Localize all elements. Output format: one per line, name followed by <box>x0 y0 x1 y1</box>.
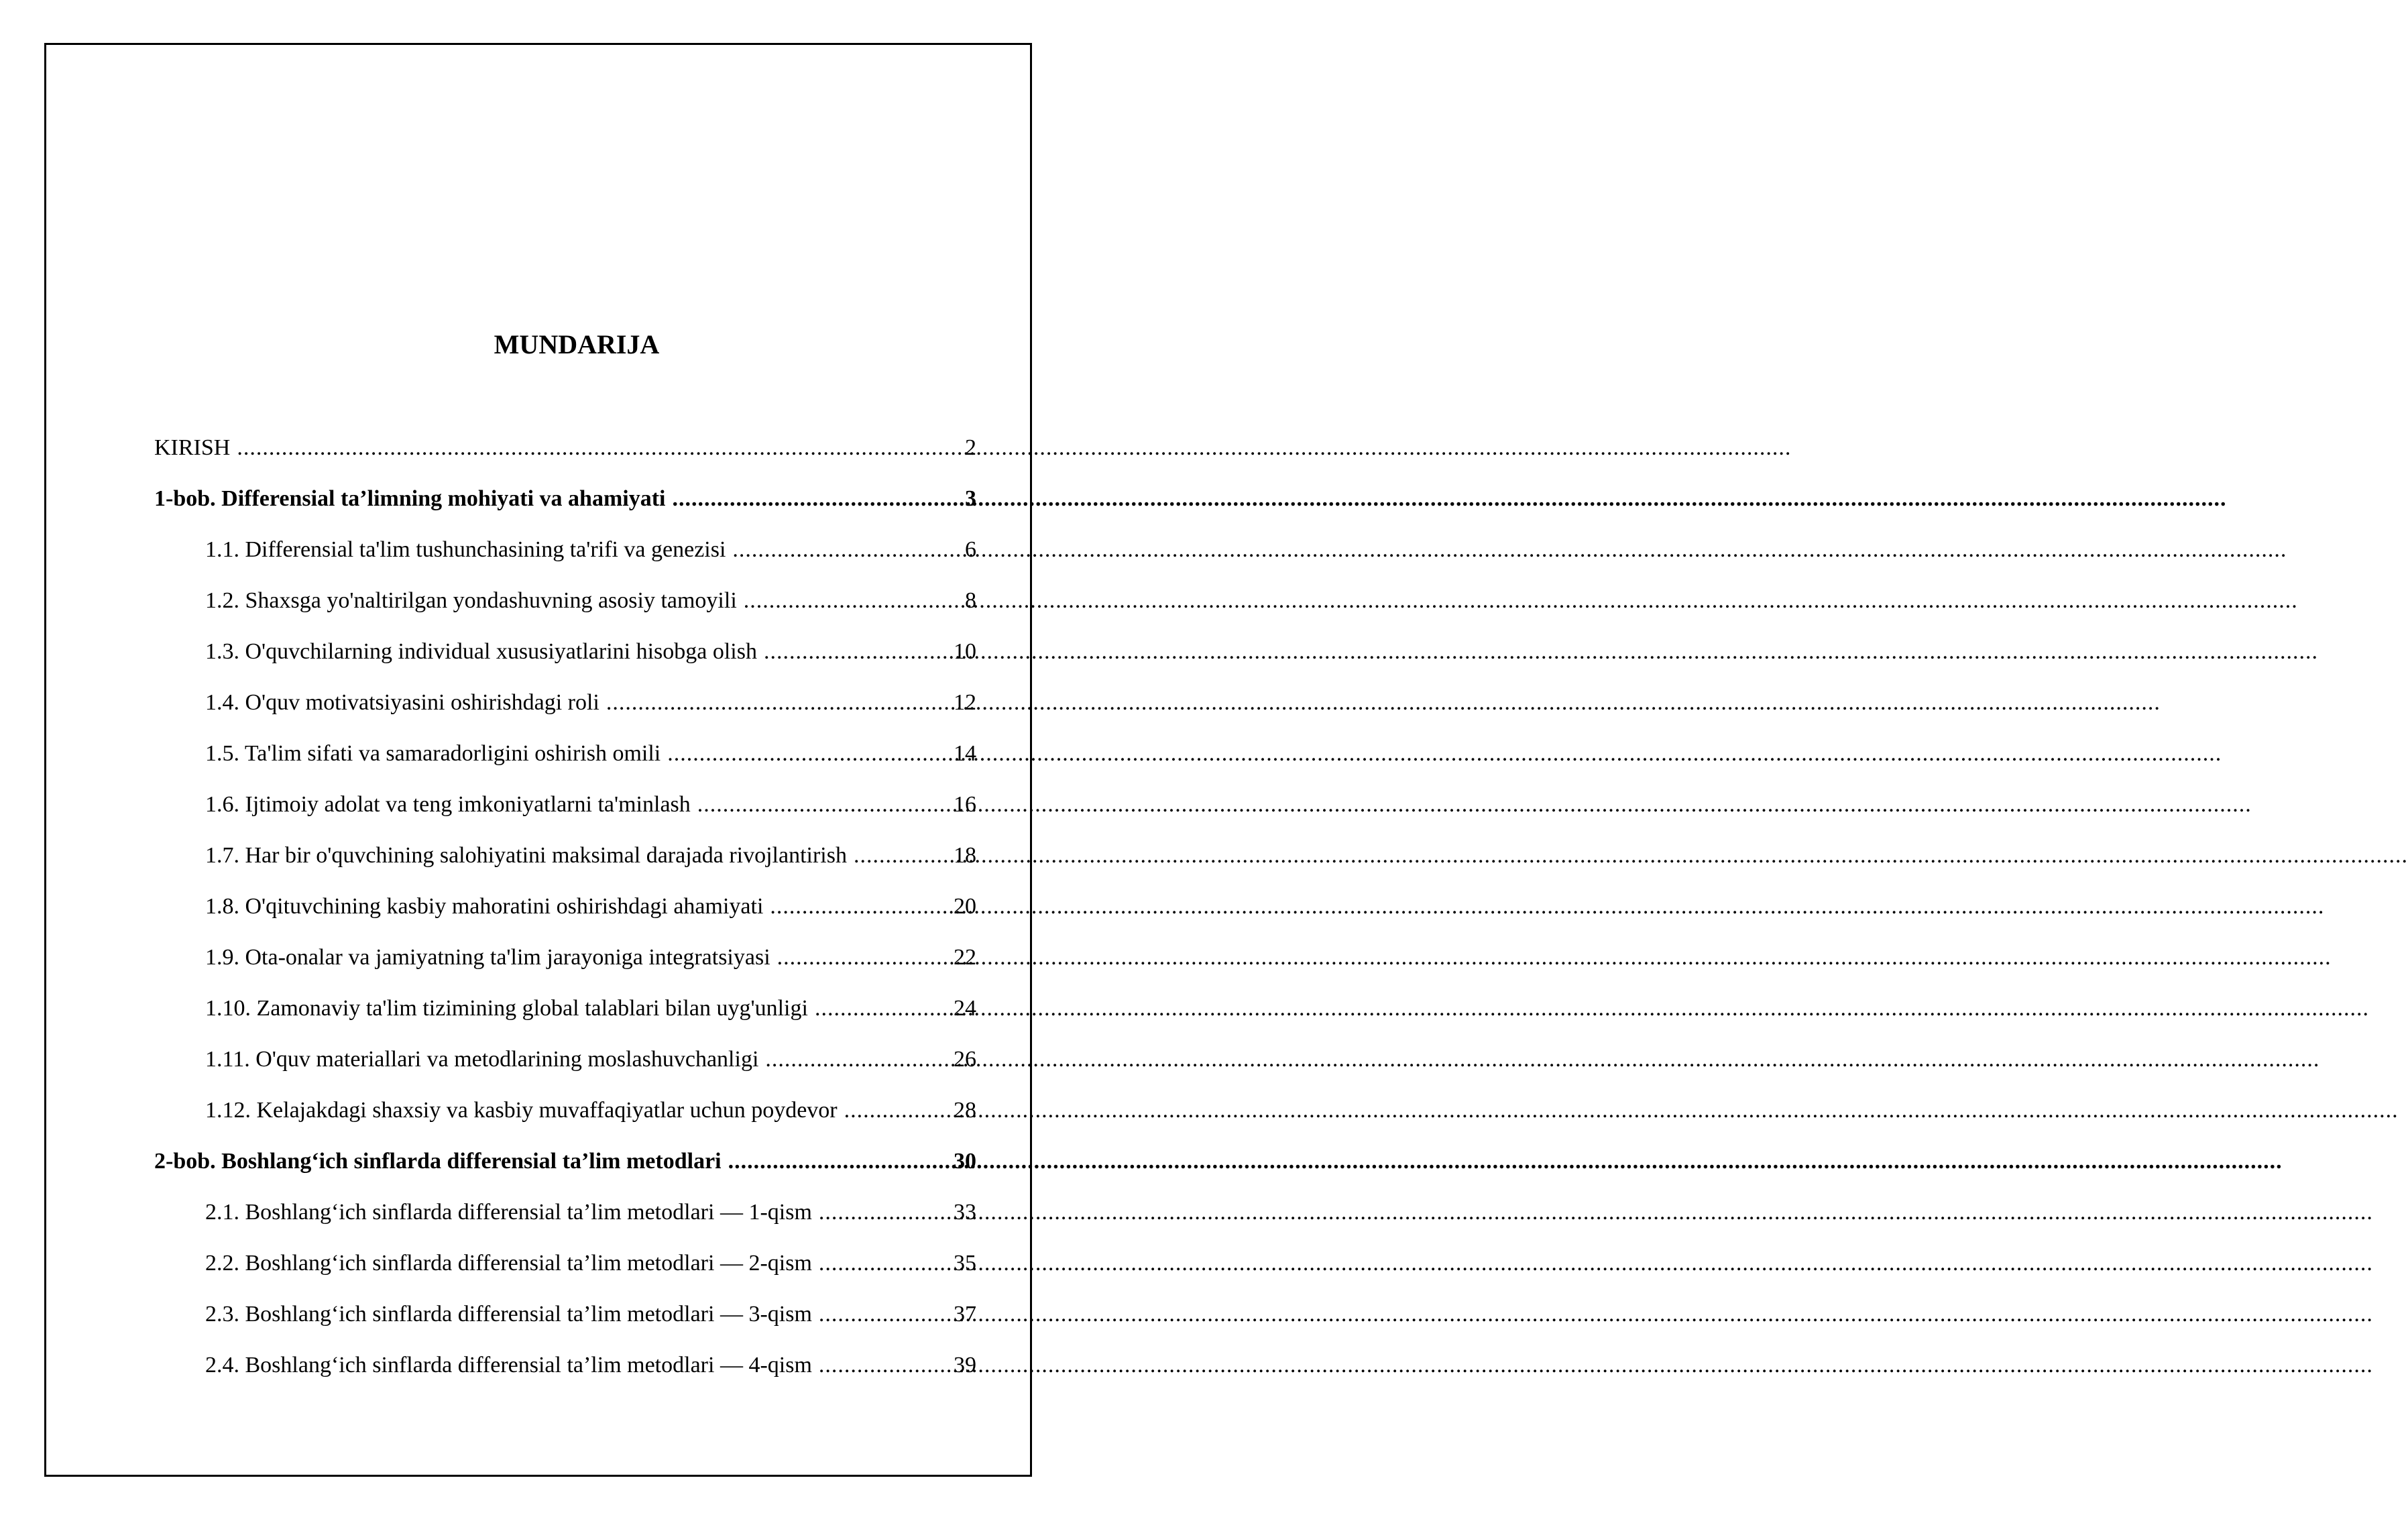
toc-dot-leader <box>763 888 954 925</box>
toc-entry-label: 1.2. Shaxsga yo'naltirilgan yondashuvning asosiy tamoyili <box>205 588 737 613</box>
toc-section-entry[interactable] <box>154 1296 976 1347</box>
toc-chapter-entry[interactable] <box>154 480 976 531</box>
toc-dot-leader <box>661 735 954 773</box>
toc-section-entry[interactable] <box>154 1092 976 1143</box>
toc-page-number: 37 <box>954 1302 976 1327</box>
toc-section-entry[interactable] <box>154 837 976 888</box>
toc-dot-leader <box>737 582 965 620</box>
toc-dot-leader <box>666 480 966 518</box>
toc-section-entry[interactable] <box>154 990 976 1041</box>
toc-entry-label: 1.3. O'quvchilarning individual xususiyatlarini hisobga olish <box>205 639 757 664</box>
toc-dot-leader <box>838 1092 954 1129</box>
toc-entry-label: 1.7. Har bir o'quvchining salohiyatini maksimal darajada rivojlantirish <box>205 843 847 868</box>
toc-dot-leader <box>599 684 954 722</box>
toc-page-number: 24 <box>954 996 976 1021</box>
toc-dot-leader <box>691 786 954 824</box>
toc-dot-leader <box>726 531 965 569</box>
toc-page-number: 6 <box>965 537 976 562</box>
toc-page-number: 10 <box>954 639 976 664</box>
toc-page-number: 26 <box>954 1047 976 1072</box>
toc-dot-leader <box>770 939 954 976</box>
toc-dot-leader <box>757 633 954 671</box>
toc-dot-leader <box>230 429 965 467</box>
toc-dot-leader <box>758 1041 954 1078</box>
toc-section-entry[interactable] <box>154 1194 976 1245</box>
toc-entry-label: 1.1. Differensial ta'lim tushunchasining ta'rifi va genezisi <box>205 537 726 562</box>
toc-page-number: 35 <box>954 1251 976 1276</box>
table-of-contents <box>154 429 976 1398</box>
toc-entry-label: KIRISH <box>154 435 231 460</box>
toc-entry-label: 2.4. Boshlang‘ich sinflarda differensial ta’lim metodlari — 4-qism <box>205 1353 812 1378</box>
toc-section-entry[interactable] <box>154 1347 976 1398</box>
toc-entry-label: 2.1. Boshlang‘ich sinflarda differensial ta’lim metodlari — 1-qism <box>205 1200 812 1225</box>
toc-page-number: 16 <box>954 792 976 817</box>
toc-page-number: 14 <box>954 741 976 766</box>
toc-page-number: 12 <box>954 690 976 715</box>
toc-dot-leader <box>812 1347 954 1384</box>
toc-dot-leader <box>722 1143 954 1180</box>
toc-section-entry[interactable] <box>154 1041 976 1092</box>
toc-page-number: 18 <box>954 843 976 868</box>
toc-entry[interactable] <box>154 429 976 480</box>
toc-page-number: 22 <box>954 945 976 970</box>
toc-dot-leader <box>812 1296 954 1333</box>
toc-page-number: 2 <box>965 435 976 460</box>
toc-entry-label: 1.11. O'quv materiallari va metodlarining moslashuvchanligi <box>205 1047 759 1072</box>
toc-page-number: 20 <box>954 894 976 919</box>
toc-page-number: 28 <box>954 1098 976 1123</box>
toc-entry-label: 1.6. Ijtimoiy adolat va teng imkoniyatlarni ta'minlash <box>205 792 691 817</box>
toc-page-number: 8 <box>965 588 976 613</box>
toc-dot-leader <box>812 1194 954 1231</box>
toc-chapter-entry[interactable] <box>154 1143 976 1194</box>
toc-entry-label: 1.5. Ta'lim sifati va samaradorligini oshirish omili <box>205 741 661 766</box>
toc-entry-label: 1-bob. Differensial ta’limning mohiyati va ahamiyati <box>154 486 666 511</box>
toc-entry-label: 2.3. Boshlang‘ich sinflarda differensial ta’lim metodlari — 3-qism <box>205 1302 812 1327</box>
toc-entry-label: 1.8. O'qituvchining kasbiy mahoratini oshirishdagi ahamiyati <box>205 894 764 919</box>
toc-entry-label: 1.12. Kelajakdagi shaxsiy va kasbiy muvaffaqiyatlar uchun poydevor <box>205 1098 838 1123</box>
toc-page-number: 39 <box>954 1353 976 1378</box>
toc-section-entry[interactable] <box>154 735 976 786</box>
toc-section-entry[interactable] <box>154 633 976 684</box>
toc-section-entry[interactable] <box>154 684 976 735</box>
toc-dot-leader <box>808 990 954 1027</box>
toc-section-entry[interactable] <box>154 582 976 633</box>
toc-section-entry[interactable] <box>154 888 976 939</box>
toc-entry-label: 1.10. Zamonaviy ta'lim tizimining global talablari bilan uyg'unligi <box>205 996 808 1021</box>
toc-entry-label: 2.2. Boshlang‘ich sinflarda differensial ta’lim metodlari — 2-qism <box>205 1251 812 1276</box>
toc-entry-label: 1.4. O'quv motivatsiyasini oshirishdagi roli <box>205 690 599 715</box>
toc-section-entry[interactable] <box>154 786 976 837</box>
toc-section-entry[interactable] <box>154 1245 976 1296</box>
toc-page-number: 33 <box>954 1200 976 1225</box>
toc-entry-label: 2-bob. Boshlang‘ich sinflarda differensial ta’lim metodlari <box>154 1149 722 1174</box>
toc-dot-leader <box>812 1245 954 1282</box>
toc-section-entry[interactable] <box>154 939 976 990</box>
toc-dot-leader <box>847 837 954 875</box>
toc-page-number: 3 <box>965 486 976 511</box>
toc-page-number: 30 <box>954 1149 976 1174</box>
toc-section-entry[interactable] <box>154 531 976 582</box>
page-title: MUNDARIJA <box>494 329 660 359</box>
toc-entry-label: 1.9. Ota-onalar va jamiyatning ta'lim jarayoniga integratsiyasi <box>205 945 770 970</box>
